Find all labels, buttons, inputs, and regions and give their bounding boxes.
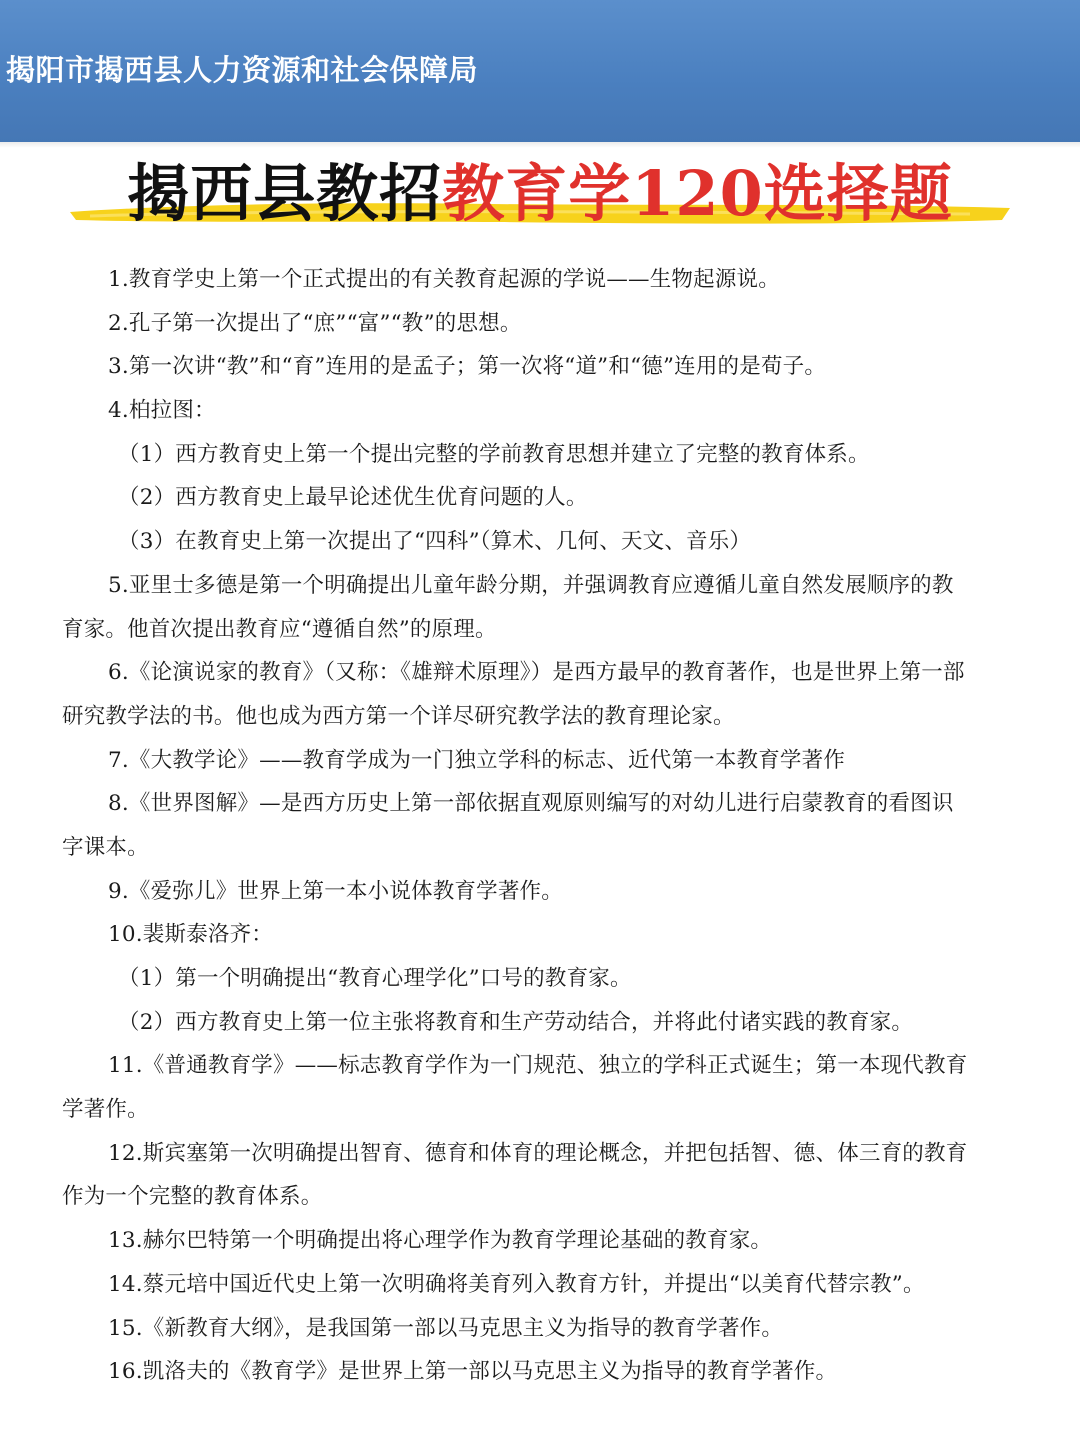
list-item: 1.教育学史上第一个正式提出的有关教育起源的学说——生物起源说。 xyxy=(108,267,780,292)
list-item: 15.《新教育大纲》，是我国第一部以马克思主义为指导的教育学著作。 xyxy=(108,1315,784,1341)
list-item: 育家。他首次提出教育应“遵循自然”的原理。 xyxy=(62,616,497,642)
list-item: 8.《世界图解》—是西方历史上第一部依据直观原则编写的对幼儿进行启蒙教育的看图识 xyxy=(108,791,954,817)
list-item: 字课本。 xyxy=(62,834,149,860)
list-item: （2）西方教育史上第一位主张将教育和生产劳动结合，并将此付诸实践的教育家。 xyxy=(118,1009,914,1035)
list-item: （1）西方教育史上第一个提出完整的学前教育思想并建立了完整的教育体系。 xyxy=(118,441,870,467)
list-item: 7.《大教学论》——教育学成为一门独立学科的标志、近代第一本教育学著作 xyxy=(108,747,846,773)
banner-title: 揭阳市揭西县人力资源和社会保障局 xyxy=(6,53,479,87)
list-item: 作为一个完整的教育体系。 xyxy=(62,1184,323,1210)
list-item: 4.柏拉图： xyxy=(108,398,216,424)
headline-red-part: 教育学120选择题 xyxy=(442,157,953,230)
list-item: 3.第一次讲“教”和“育”连用的是孟子；第一次将“道”和“德”连用的是荀子。 xyxy=(108,354,827,380)
list-item: （2）西方教育史上最早论述优生优育问题的人。 xyxy=(118,485,588,511)
list-item: 2.孔子第一次提出了“庶”“富”“教”的思想。 xyxy=(108,310,522,336)
headline-area xyxy=(0,150,1080,250)
headline-black-part: 揭西县教招 xyxy=(127,157,443,230)
list-item: 5.亚里士多德是第一个明确提出儿童年龄分期，并强调教育应遵循儿童自然发展顺序的教 xyxy=(108,572,954,598)
list-item: （1）第一个明确提出“教育心理学化”口号的教育家。 xyxy=(118,966,632,991)
list-item: 11.《普通教育学》——标志教育学作为一门规范、独立的学科正式诞生；第一本现代教育 xyxy=(108,1053,968,1079)
question-list xyxy=(0,258,1080,1394)
list-item: 研究教学法的书。他也成为西方第一个详尽研究教学法的教育理论家。 xyxy=(62,703,735,729)
header-banner xyxy=(0,0,1080,142)
list-item: 12.斯宾塞第一次明确提出智育、德育和体育的理论概念，并把包括智、德、体三育的教育 xyxy=(108,1140,968,1166)
list-item: 10.裴斯泰洛齐： xyxy=(108,922,273,948)
list-item: 9.《爱弥儿》世界上第一本小说体教育学著作。 xyxy=(108,878,563,904)
list-item: （3）在教育史上第一次提出了“四科”（算术、几何、天文、音乐） xyxy=(118,529,752,555)
list-item: 学著作。 xyxy=(62,1097,149,1123)
list-item: 6.《论演说家的教育》（又称：《雄辩术原理》）是西方最早的教育著作，也是世界上第一部 xyxy=(108,660,965,686)
list-item: 13.赫尔巴特第一个明确提出将心理学作为教育学理论基础的教育家。 xyxy=(108,1228,773,1254)
banner-shadow xyxy=(0,142,1080,148)
list-item: 16.凯洛夫的《教育学》是世界上第一部以马克思主义为指导的教育学著作。 xyxy=(108,1359,838,1385)
list-item: 14.蔡元培中国近代史上第一次明确将美育列入教育方针，并提出“以美育代替宗教”。 xyxy=(108,1271,925,1297)
headline-title xyxy=(0,156,1080,232)
